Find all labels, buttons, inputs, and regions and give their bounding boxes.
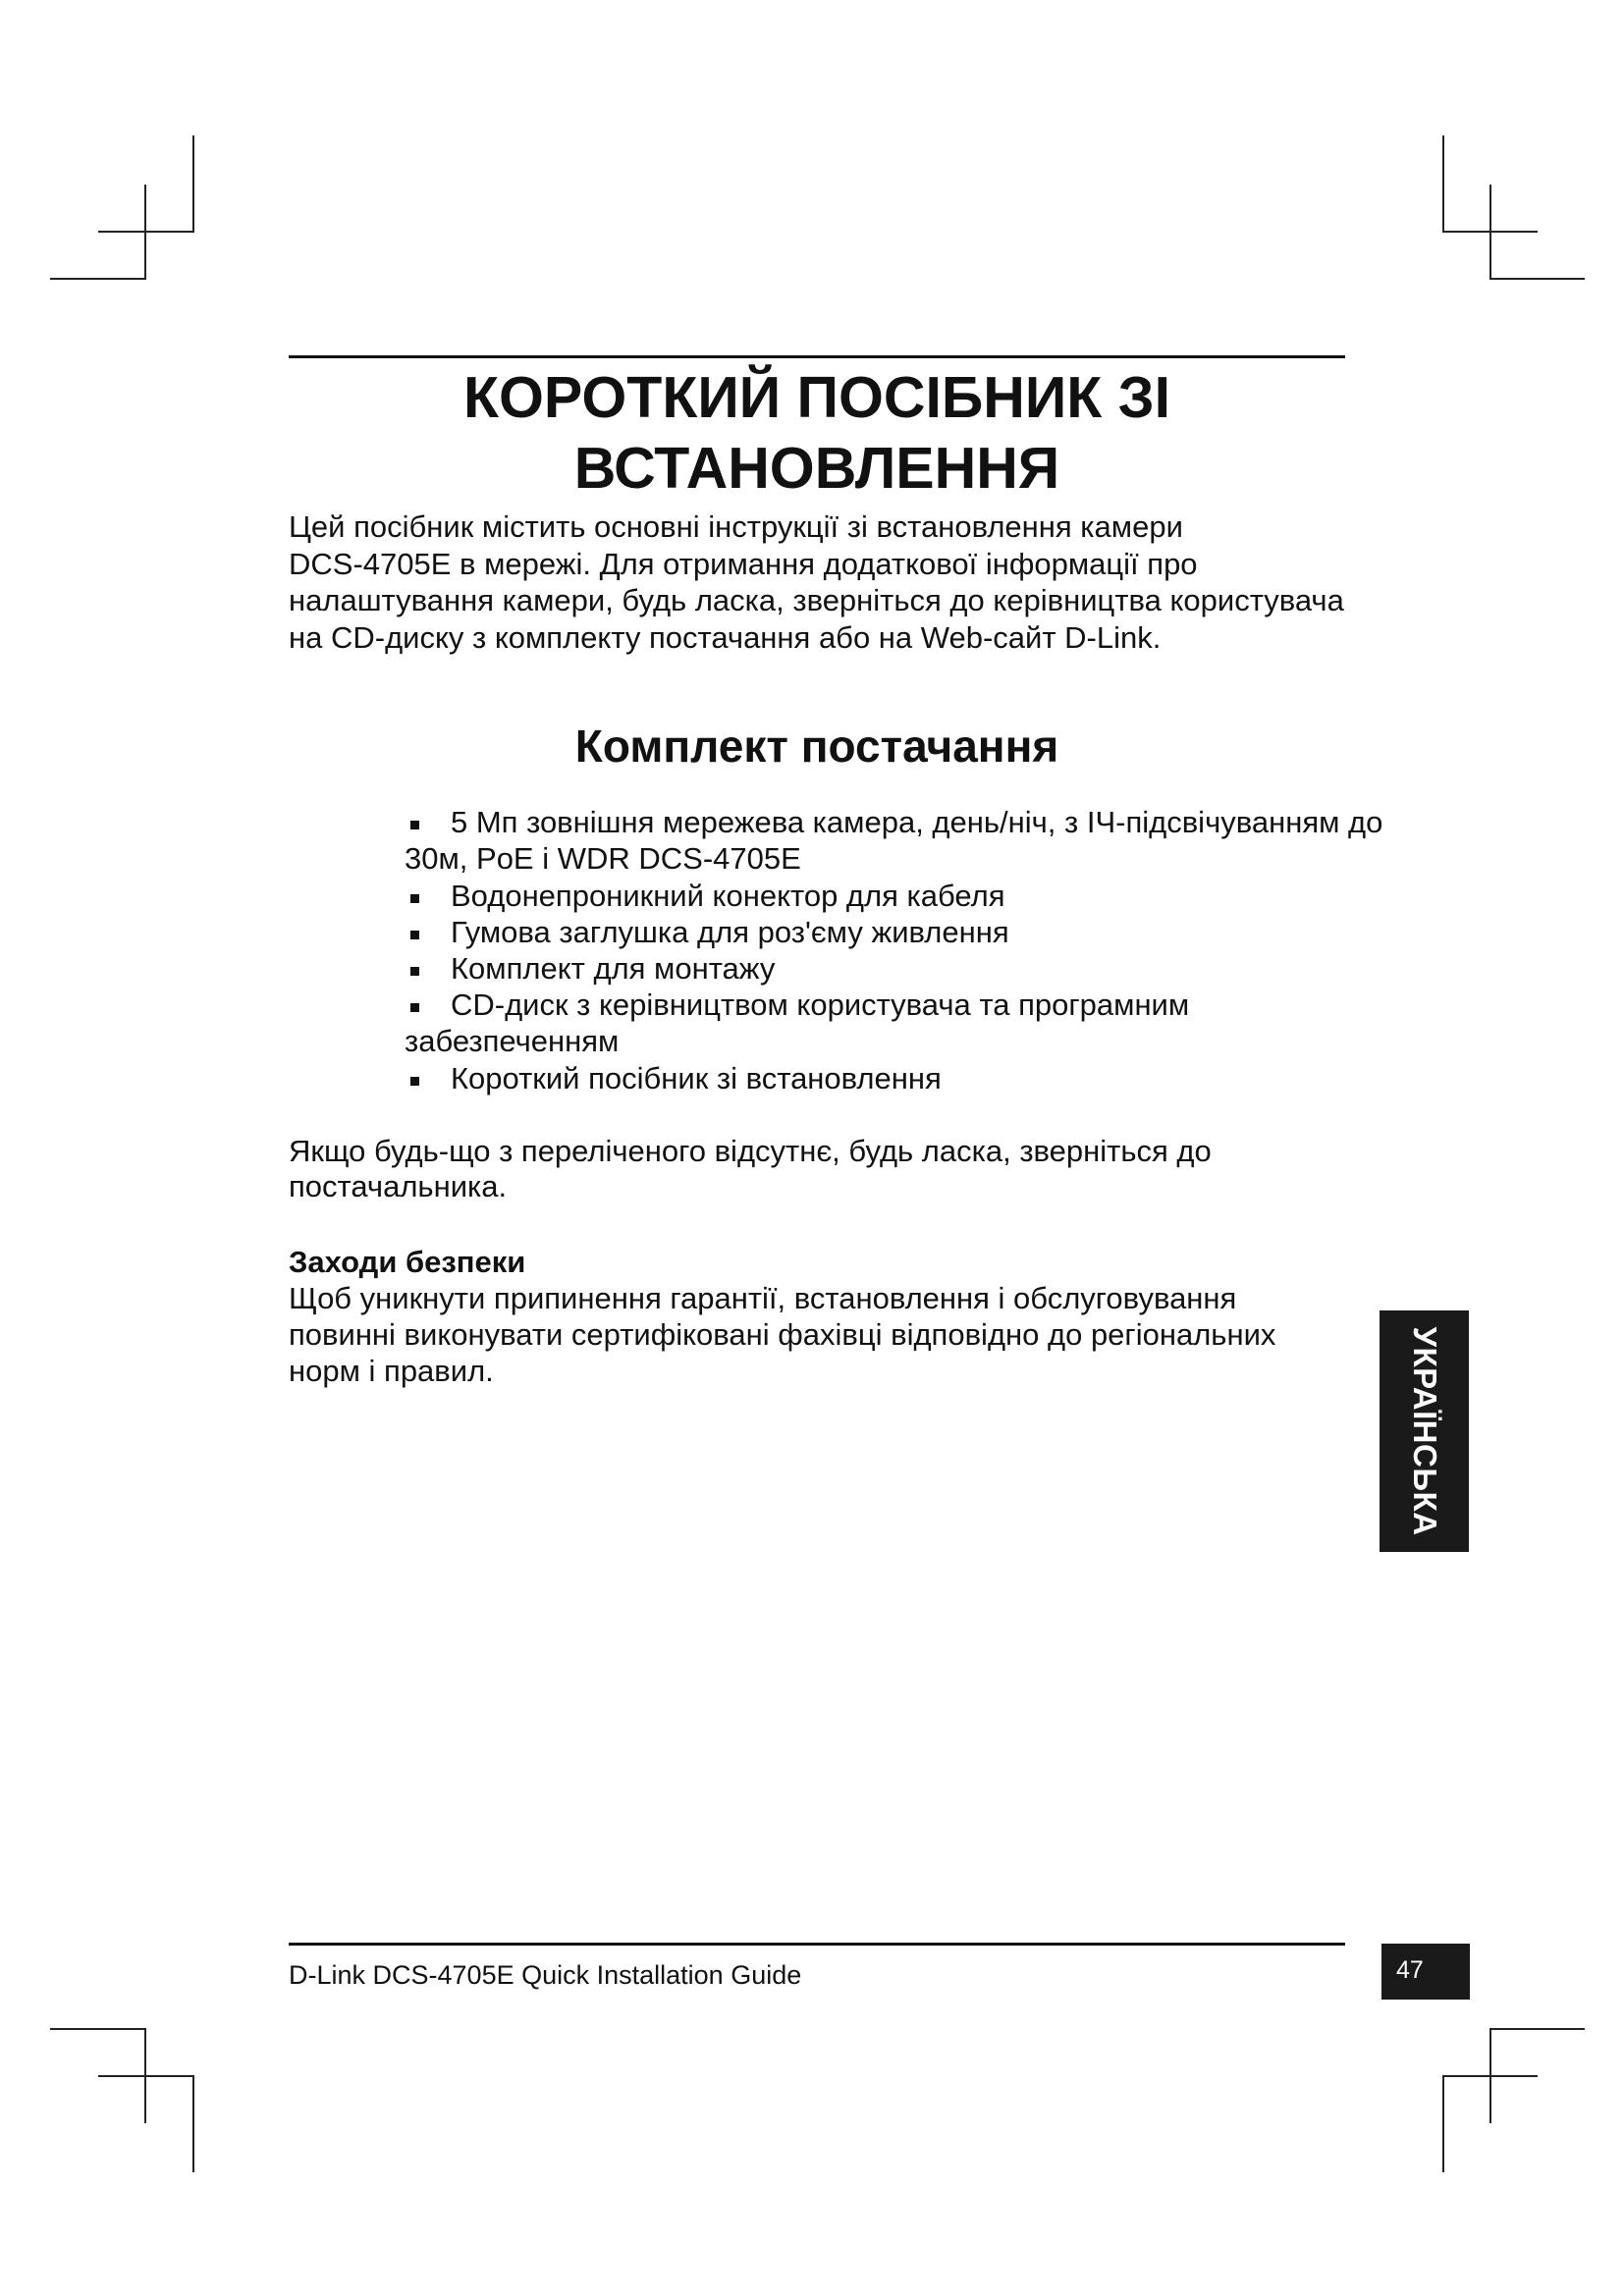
- crop-mark-top-left: [144, 185, 146, 280]
- list-item: [451, 914, 1009, 951]
- list-item-text: Короткий посібник зі встановлення: [451, 1061, 942, 1095]
- list-item-continuation: забезпеченням: [405, 1024, 620, 1058]
- note-line: постачальника.: [289, 1169, 508, 1203]
- list-item: [451, 950, 775, 988]
- page-title-line: ВСТАНОВЛЕННЯ: [573, 436, 1060, 501]
- crop-mark-bottom-right: [1442, 2075, 1444, 2172]
- crop-mark-top-right: [1489, 185, 1491, 280]
- list-item-text: 5 Мп зовнішня мережева камера, день/ніч, з ІЧ-підсвічуванням до: [451, 805, 1383, 839]
- list-item: [451, 987, 1189, 1024]
- package-contents-heading: Комплект постачання: [574, 721, 1059, 772]
- language-tab-label: УКРАЇНСЬКА: [1406, 1326, 1443, 1536]
- page-title-line: КОРОТКИЙ ПОСІБНИК ЗІ: [462, 365, 1171, 430]
- bullet-icon: [410, 931, 419, 939]
- crop-mark-bottom-right: [1442, 2075, 1538, 2077]
- top-rule: [289, 355, 1345, 358]
- intro-line: DCS-4705E в мережі. Для отримання додаткової інформації про: [289, 547, 1198, 581]
- list-item-text: Гумова заглушка для роз'єму живлення: [451, 915, 1009, 949]
- safety-line: повинні виконувати сертифіковані фахівці відповідно до регіональних: [289, 1317, 1276, 1352]
- footer-guide-title: D-Link DCS-4705E Quick Installation Guide: [289, 1960, 802, 1990]
- page-number-box: [1381, 1944, 1470, 2000]
- safety-heading: Заходи безпеки: [289, 1245, 526, 1279]
- safety-line: Щоб уникнути припинення гарантії, встановлення і обслуговування: [289, 1281, 1237, 1315]
- crop-mark-top-left: [98, 231, 194, 233]
- bullet-icon: [410, 1003, 419, 1012]
- crop-mark-top-left: [50, 278, 146, 280]
- safety-line: норм і правил.: [289, 1354, 494, 1388]
- crop-mark-bottom-left: [50, 2028, 146, 2030]
- list-item-text: Водонепроникний конектор для кабеля: [451, 879, 1005, 913]
- crop-mark-bottom-left: [192, 2075, 194, 2172]
- intro-line: Цей посібник містить основні інструкції зі встановлення камери: [289, 509, 1183, 544]
- bullet-icon: [410, 967, 419, 976]
- crop-mark-bottom-left: [98, 2075, 194, 2077]
- bullet-icon: [410, 821, 419, 829]
- intro-line: налаштування камери, будь ласка, зверніться до керівництва користувача: [289, 583, 1344, 617]
- page-number: 47: [1396, 1956, 1424, 1984]
- list-item-continuation: 30м, PoE і WDR DCS-4705E: [405, 841, 801, 876]
- footer-rule: [289, 1943, 1345, 1946]
- bullet-icon: [410, 1077, 419, 1086]
- crop-mark-bottom-right: [1489, 2028, 1585, 2030]
- list-item-text: Комплект для монтажу: [451, 951, 776, 986]
- note-line: Якщо будь-що з переліченого відсутнє, будь ласка, зверніться до: [289, 1134, 1212, 1168]
- language-tab: [1380, 1310, 1469, 1552]
- list-item-text: CD-диск з керівництвом користувача та програмним: [451, 988, 1190, 1022]
- bullet-icon: [410, 894, 419, 903]
- crop-mark-top-right: [1442, 135, 1444, 232]
- crop-mark-top-right: [1489, 278, 1585, 280]
- list-item: [451, 878, 1004, 915]
- list-item: [451, 1060, 942, 1097]
- intro-line: на CD-диску з комплекту постачання або на Web-сайт D-Link.: [289, 620, 1162, 655]
- list-item: [451, 804, 1382, 841]
- crop-mark-top-left: [192, 135, 194, 232]
